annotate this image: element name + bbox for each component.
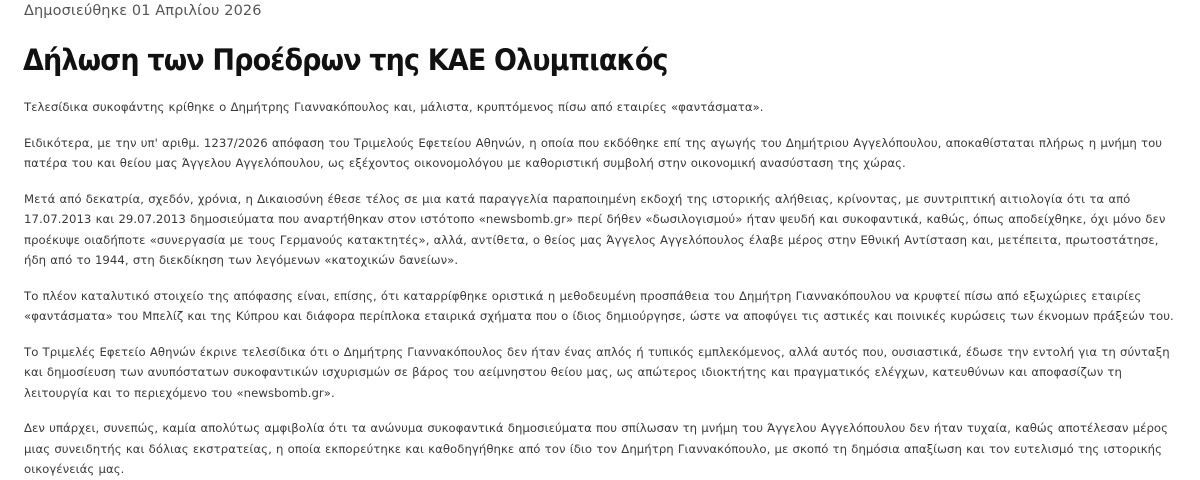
paragraph: Δεν υπάρχει, συνεπώς, καμία απολύτως αμφιβολία ότι τα ανώνυμα συκοφαντικά δημοσιεύματα που σπίλωσαν τη μνήμη του Άγγελου Αγγελόπουλου δεν ήταν τυχαία, καθώς αποτέλεσαν μέρος μιας συνειδητής και δόλιας εκστρατείας, η οποία εκπορεύτηκε και καθοδηγήθηκε από τον ίδιο τον Δημήτρη Γιαννακόπουλο, με σκοπό τη δημόσια απαξίωση και τον ευτελισμό της ιστορικής οικογένειάς μας. bbox=[24, 421, 1169, 476]
article-title: Δήλωση των Προέδρων της ΚΑΕ Ολυμπιακός bbox=[23, 43, 668, 77]
paragraph: Ειδικότερα, με την υπ' αριθμ. 1237/2026 απόφαση του Τριμελούς Εφετείου Αθηνών, η οποία που εκδόθηκε επί της αγωγής του Δημήτριου Αγγελόπουλου, αποκαθίσταται πλήρως η μνήμη του πατέρα του και θείου μας Άγγελου Αγγελόπουλου, ως εξέχοντος οικονομολόγου με καθοριστική συμβολή στην οικονομική ανασύσταση της χώρας. bbox=[24, 135, 1163, 170]
article bbox=[24, 0, 1180, 480]
paragraph: Το Τριμελές Εφετείο Αθηνών έκρινε τελεσίδικα ότι ο Δημήτρης Γιαννακόπουλος δεν ήταν ένας απλός ή τυπικός εμπλεκόμενος, αλλά αυτός που, ουσιαστικά, έδωσε την εντολή για τη σύνταξη και δημοσίευση των ανυπόστατων συκοφαντικών ισχυρισμών σε βάρος του αείμνηστου θείου μας, ως απώτερος ιδιοκτήτης και πραγματικός ελέγχων, κατευθύνων και αποφασίζων τη λειτουργία και το περιεχόμενο του «newsbomb.gr». bbox=[24, 344, 1170, 400]
article-body bbox=[24, 97, 1180, 480]
paragraph: Τελεσίδικα συκοφάντης κρίθηκε ο Δημήτρης Γιαννακόπουλος και, μάλιστα, κρυπτόμενος πίσω από εταιρίες «φαντάσματα». bbox=[24, 100, 764, 114]
publish-date: Δημοσιεύθηκε 01 Απριλίου 2026 bbox=[24, 3, 262, 19]
paragraph: Το πλέον καταλυτικό στοιχείο της απόφασης είναι, επίσης, ότι καταρρίφθηκε οριστικά η μεθοδευμένη προσπάθεια του Δημήτρη Γιαννακόπουλου να κρυφτεί πίσω από εξωχώριες εταιρίες «φαντάσματα» του Μπελίζ και της Κύπρου και διάφορα περίπλοκα εταιρικά σχήματα που ο ίδιος δημιούργησε, ώστε να αποφύγει τις αστικές και ποινικές κυρώσεις των έκνομων πράξεών του. bbox=[24, 288, 1174, 323]
paragraph: Μετά από δεκατρία, σχεδόν, χρόνια, η Δικαιοσύνη έθεσε τέλος σε μια κατά παραγγελία παραποιημένη εκδοχή της ιστορικής αλήθειας, κρίνοντας, με συντριπτική αιτιολογία ότι τα από 17.07.2013 και 29.07.2013 δημοσιεύματα που αναρτήθηκαν στον ιστότοπο «newsbomb.gr» περί δήθεν «δωσιλογισμού» ήταν ψευδή και συκοφαντικά, καθώς, όπως αποδείχθηκε, όχι μόνο δεν προέκυψε οιαδήποτε «συνεργασία με τους Γερμανούς κατακτητές», αλλά, αντίθετα, ο θείος μας Άγγελος Αγγελόπουλος έλαβε μέρος στην Εθνική Αντίσταση και, μετέπειτα, πρωτοστάτησε, ήδη από το 1944, στη διεκδίκηση των λεγόμενων «κατοχικών δανείων». bbox=[24, 191, 1166, 267]
